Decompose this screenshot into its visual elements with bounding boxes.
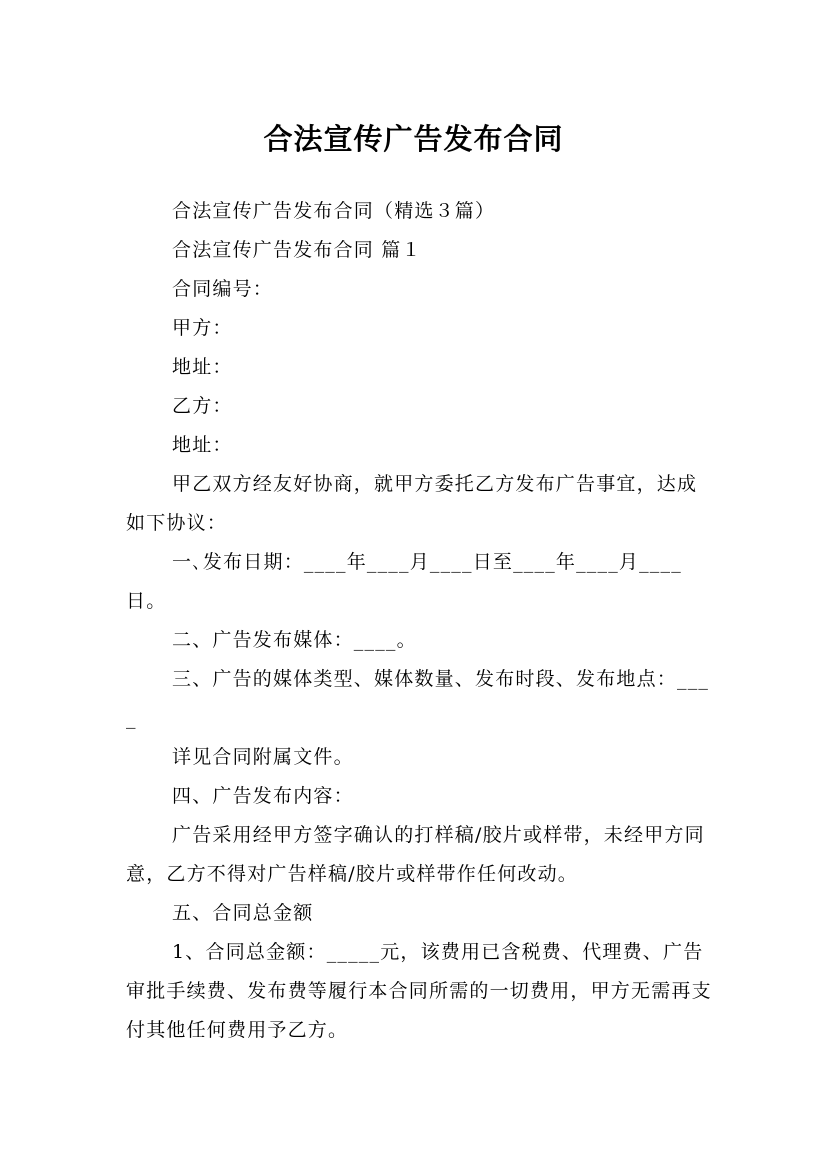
paragraph-party-b-address: 地址： (172, 434, 233, 456)
paragraph-party-b: 乙方： (172, 395, 233, 417)
paragraph-party-a: 甲方： (172, 317, 233, 339)
paragraph-contract-number: 合同编号： (172, 278, 274, 300)
paragraph-clause-5: 五、合同总金额 (172, 902, 314, 924)
document-body (126, 192, 712, 1050)
paragraph-clause-3: 三、广告的媒体类型、媒体数量、发布时段、发布地点：____ (126, 668, 710, 729)
paragraph-preamble: 甲乙双方经友好协商，就甲方委托乙方发布广告事宜，达成如下协议： (126, 473, 698, 534)
paragraph-clause-5-1: 1、合同总金额：_____元，该费用已含税费、代理费、广告审批手续费、发布费等履行本合同所需的一切费用，甲方无需再支付其他任何费用予乙方。 (126, 941, 712, 1041)
paragraph-section-heading: 合法宣传广告发布合同 篇１ (172, 239, 422, 261)
paragraph-clause-3-note: 详见合同附属文件。 (172, 746, 354, 768)
paragraph-clause-1: 一､发布日期：____年____月____日至____年____月____日。 (126, 551, 682, 612)
paragraph-subtitle: 合法宣传广告发布合同（精选３篇） (172, 200, 496, 222)
paragraph-clause-2: 二、广告发布媒体：____。 (172, 629, 417, 651)
paragraph-party-a-address: 地址： (172, 356, 233, 378)
paragraph-clause-4: 四、广告发布内容： (172, 785, 354, 807)
paragraph-clause-4-content: 广告采用经甲方签字确认的打样稿/胶片或样带，未经甲方同意，乙方不得对广告样稿/胶片或样带作任何改动。 (126, 824, 705, 885)
document-title: 合法宣传广告发布合同 (263, 122, 564, 157)
